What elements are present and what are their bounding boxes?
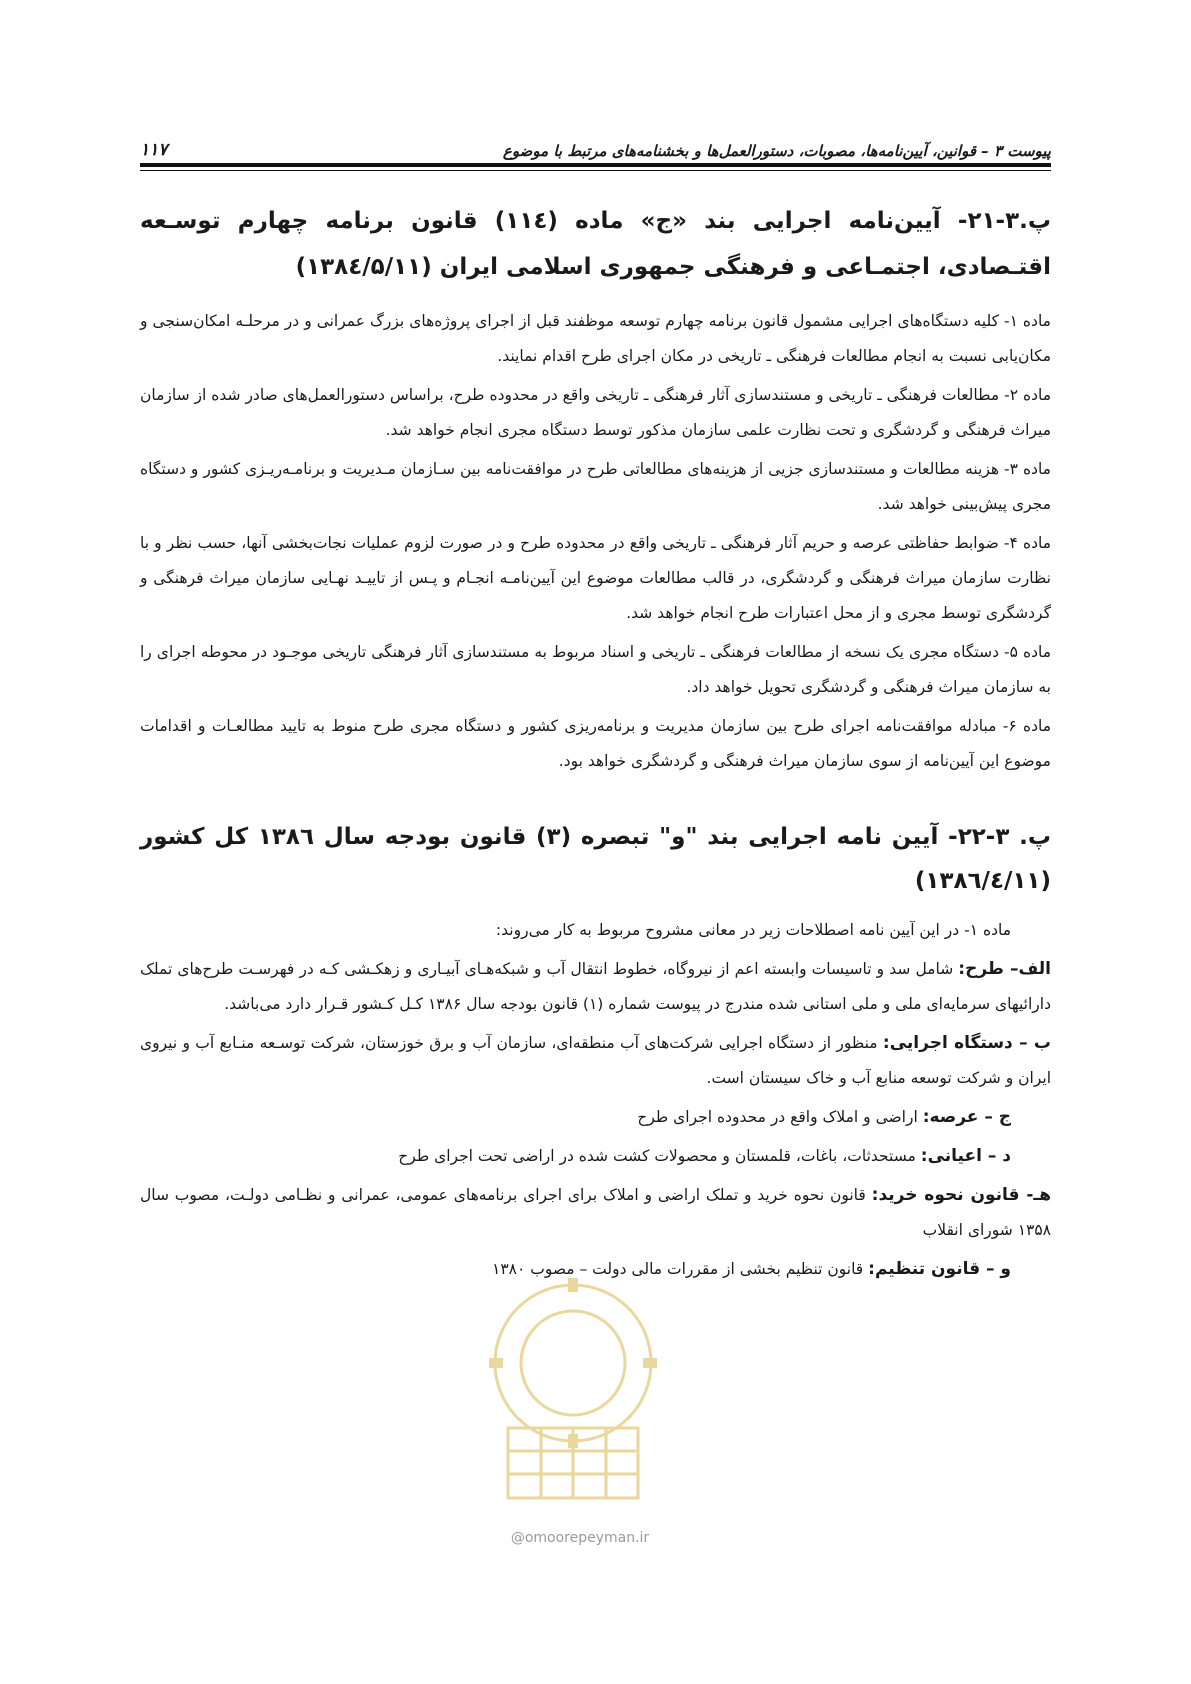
definition-item — [140, 1139, 1051, 1174]
definition-item — [140, 1100, 1051, 1135]
definition-text: قانون تنظیم بخشی از مقررات مالی دولت – مصوب ۱۳۸۰ — [492, 1260, 869, 1278]
definition-text: قانون نحوه خرید و تملک اراضی و املاک برای اجرای برنامه‌های عمومی، عمرانی و نظـامی دولـت، مصوب سال ۱۳۵۸ شورای انقلاب — [140, 1186, 1051, 1239]
definition-text: مستحدثات، باغات، قلمستان و محصولات کشت شده در اراضی تحت اجرای طرح — [398, 1147, 921, 1165]
definition-term: الف– طرح: — [958, 959, 1051, 979]
article-paragraph: ماده ۴- ضوابط حفاظتی عرصه و حریم آثار فرهنگی ـ تاریخی واقع در محدوده طرح و در صورت لزوم عملیات نجات‌بخشی آنها، حسب نظر و با نظارت سازمان میراث فرهنگی و گردشگری، در قالب مطالعات موضوع این آیین‌نامـه انجـام و پـس از تاییـد نهـایی سازمان میراث فرهنگی و گردشگری توسط مجری و از محل اعتبارات طرح انجام خواهد شد. — [140, 534, 1051, 622]
watermark-logo-icon — [468, 1268, 678, 1508]
article-paragraph: ماده ۲- مطالعات فرهنگی ـ تاریخی و مستندسازی آثار فرهنگی ـ تاریخی واقع در محدوده طرح، براساس دستورالعمل‌های صادر شده از سازمان میراث فرهنگی و گردشگری و تحت نظارت علمی سازمان مذکور توسط دستگاه مجری انجام خواهد شد. — [140, 386, 1051, 439]
watermark-url: @omoorepeyman.ir — [510, 1530, 650, 1546]
definition-text: منظور از دستگاه اجرایی شرکت‌های آب منطقه‌ای، سازمان آب و برق خوزستان، شرکت توسـعه منـابع آب و نیروی ایران و شرکت توسعه منابع آب و خاک سیستان است. — [140, 1034, 1051, 1087]
article-paragraph: ماده ۱- کلیه دستگاه‌های اجرایی مشمول قانون برنامه چهارم توسعه موظفند قبل از اجرای پروژه‌های بزرگ عمرانی و در مرحلـه امکان‌سنجی و مکان‌یابی نسبت به انجام مطالعات فرهنگی ـ تاریخی در مکان اجرای طرح اقدام نمایند. — [140, 312, 1051, 365]
definition-text: اراضی و املاک واقع در محدوده اجرای طرح — [637, 1108, 923, 1126]
section-heading-22: پ. ۳-۲۲- آیین نامه اجرایی بند "و" تبصره (۳) قانون بودجه سال ۱۳۸٦ کل کشور (۱۳۸٦/٤/۱۱) — [140, 824, 1051, 894]
running-title: پیوست ۳ – قوانین، آیین‌نامه‌ها، مصوبات، دستورالعمل‌ها و بخشنامه‌های مرتبط با موضوع — [502, 142, 1051, 160]
definition-term: و – قانون تنظیم: — [868, 1259, 1011, 1279]
definition-text: شامل سد و تاسیسات وابسته اعم از نیروگاه، خطوط انتقال آب و شبکه‌هـای آبیـاری و زهکـشی کـه در فهرسـت طرح‌های تملک دارائیهای سرمایه‌ای ملی و ملی استانی شده مندرج در پیوست شماره (۱) قانون بودجه سال ۱۳۸۶ کـل کـشور قـرار دارد می‌باشد. — [140, 960, 1051, 1013]
article-paragraph: ماده ۳- هزینه مطالعات و مستندسازی جزیی از هزینه‌های مطالعاتی طرح در موافقت‌نامه بین سـازمان مـدیریت و برنامـه‌ریـزی کشور و دستگاه مجری پیش‌بینی خواهد شد. — [140, 460, 1051, 513]
definition-term: هـ- قانون نحوه خرید: — [871, 1185, 1052, 1205]
definition-term: ب – دستگاه اجرایی: — [882, 1033, 1051, 1053]
page-number: ۱۱۷ — [140, 140, 168, 160]
header-rule-thin — [140, 170, 1051, 171]
definition-term: د – اعیانی: — [920, 1146, 1011, 1166]
definition-item — [140, 1026, 1051, 1096]
definition-term: ج – عرصه: — [922, 1107, 1011, 1127]
page-content — [140, 198, 1051, 1291]
definition-item — [140, 952, 1051, 1022]
article-paragraph: ماده ۵- دستگاه مجری یک نسخه از مطالعات فرهنگی ـ تاریخی و اسناد مربوط به مستندسازی آثار فرهنگی تاریخی موجـود در محوطه اجرای را به سازمان میراث فرهنگی و گردشگری تحویل خواهد داد. — [140, 643, 1052, 696]
intro-paragraph: ماده ۱- در این آیین نامه اصطلاحات زیر در معانی مشروح مربوط به کار می‌روند: — [495, 921, 1011, 939]
definition-item — [140, 1252, 1051, 1287]
article-paragraph: ماده ۶- مبادله موافقت‌نامه اجرای طرح بین سازمان مدیریت و برنامه‌ریزی کشور و دستگاه مجری طرح منوط به تایید مطالعـات و اقدامات موضوع این آیین‌نامه از سوی سازمان میراث فرهنگی و گردشگری خواهد بود. — [140, 717, 1052, 770]
section-heading-21: پ.۳-۲۱- آیین‌نامه اجرایی بند «ج» ماده (۱۱٤) قانون برنامه چهارم توسـعه اقتـصادی، اجتمـاعی و فرهنگی جمهوری اسلامی ایران (۱۳۸٤/۵/۱۱) — [140, 208, 1051, 280]
header-rule — [140, 163, 1051, 167]
definition-item — [140, 1178, 1051, 1248]
running-header — [140, 120, 1051, 160]
